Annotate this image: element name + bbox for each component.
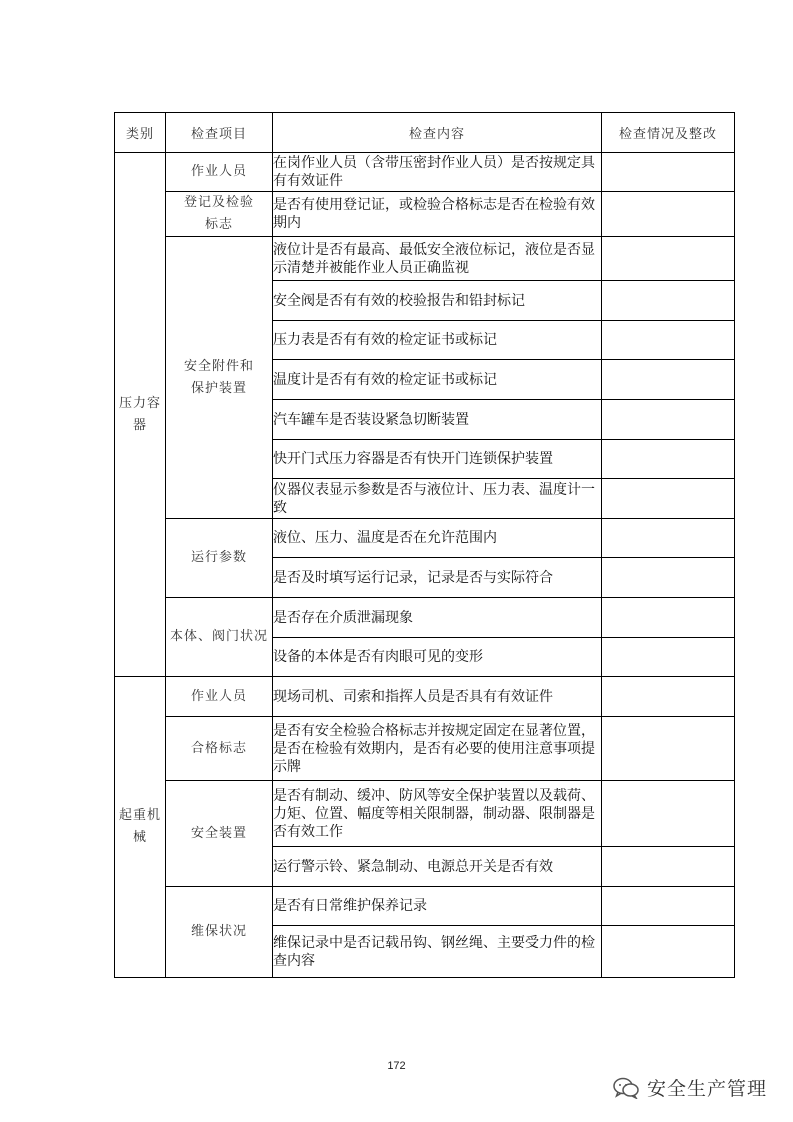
inspection-table — [114, 112, 735, 978]
header-result: 检查情况及整改 — [602, 113, 735, 153]
content-cell: 是否有制动、缓冲、防风等安全保护装置以及载荷、力矩、位置、幅度等相关限制器，制动器、限制器是否有效工作 — [273, 781, 602, 847]
result-cell[interactable] — [602, 887, 735, 926]
table-row — [115, 192, 735, 237]
table-header-row — [115, 113, 735, 153]
wechat-icon — [613, 1077, 639, 1099]
table-row — [115, 781, 735, 847]
result-cell[interactable] — [602, 677, 735, 717]
content-cell: 是否及时填写运行记录，记录是否与实际符合 — [273, 558, 602, 598]
content-cell: 运行警示铃、紧急制动、电源总开关是否有效 — [273, 847, 602, 887]
header-category: 类别 — [115, 113, 166, 153]
result-cell[interactable] — [602, 321, 735, 360]
table-row — [115, 237, 735, 281]
content-cell: 液位计是否有最高、最低安全液位标记，液位是否显示清楚并被能作业人员正确监视 — [273, 237, 602, 281]
result-cell[interactable] — [602, 926, 735, 978]
item-cell: 合格标志 — [166, 717, 273, 781]
table-row — [115, 598, 735, 638]
content-cell: 液位、压力、温度是否在允许范围内 — [273, 519, 602, 558]
content-cell: 维保记录中是否记载吊钩、钢丝绳、主要受力件的检查内容 — [273, 926, 602, 978]
item-cell: 运行参数 — [166, 519, 273, 598]
result-cell[interactable] — [602, 638, 735, 677]
content-cell: 安全阀是否有有效的校验报告和铅封标记 — [273, 281, 602, 321]
item-cell: 作业人员 — [166, 677, 273, 717]
category-cell: 压力容器 — [115, 153, 166, 677]
result-cell[interactable] — [602, 237, 735, 281]
category-cell: 起重机械 — [115, 677, 166, 978]
result-cell[interactable] — [602, 519, 735, 558]
table-row — [115, 677, 735, 717]
table-row — [115, 887, 735, 926]
content-cell: 现场司机、司索和指挥人员是否具有有效证件 — [273, 677, 602, 717]
watermark — [613, 1074, 767, 1101]
table-row — [115, 153, 735, 192]
item-cell: 维保状况 — [166, 887, 273, 978]
content-cell: 是否有日常维护保养记录 — [273, 887, 602, 926]
header-content: 检查内容 — [273, 113, 602, 153]
result-cell[interactable] — [602, 192, 735, 237]
item-cell: 安全装置 — [166, 781, 273, 887]
header-item: 检查项目 — [166, 113, 273, 153]
result-cell[interactable] — [602, 479, 735, 519]
result-cell[interactable] — [602, 400, 735, 440]
content-cell: 汽车罐车是否装设紧急切断装置 — [273, 400, 602, 440]
content-cell: 在岗作业人员（含带压密封作业人员）是否按规定具有有效证件 — [273, 153, 602, 192]
content-cell: 压力表是否有有效的检定证书或标记 — [273, 321, 602, 360]
item-cell: 安全附件和保护装置 — [166, 237, 273, 519]
table-row — [115, 519, 735, 558]
content-cell: 是否有使用登记证，或检验合格标志是否在检验有效期内 — [273, 192, 602, 237]
result-cell[interactable] — [602, 847, 735, 887]
result-cell[interactable] — [602, 153, 735, 192]
table-row — [115, 717, 735, 781]
result-cell[interactable] — [602, 440, 735, 479]
result-cell[interactable] — [602, 781, 735, 847]
result-cell[interactable] — [602, 360, 735, 400]
content-cell: 是否存在介质泄漏现象 — [273, 598, 602, 638]
result-cell[interactable] — [602, 598, 735, 638]
page-number: 172 — [387, 1060, 406, 1072]
item-cell: 本体、阀门状况 — [166, 598, 273, 677]
result-cell[interactable] — [602, 281, 735, 321]
content-cell: 设备的本体是否有肉眼可见的变形 — [273, 638, 602, 677]
item-cell: 登记及检验标志 — [166, 192, 273, 237]
item-cell: 作业人员 — [166, 153, 273, 192]
content-cell: 温度计是否有有效的检定证书或标记 — [273, 360, 602, 400]
content-cell: 快开门式压力容器是否有快开门连锁保护装置 — [273, 440, 602, 479]
result-cell[interactable] — [602, 717, 735, 781]
content-cell: 是否有安全检验合格标志并按规定固定在显著位置，是否在检验有效期内，是否有必要的使用注意事项提示牌 — [273, 717, 602, 781]
watermark-text: 安全生产管理 — [646, 1078, 767, 1100]
result-cell[interactable] — [602, 558, 735, 598]
content-cell: 仪器仪表显示参数是否与液位计、压力表、温度计一致 — [273, 479, 602, 519]
